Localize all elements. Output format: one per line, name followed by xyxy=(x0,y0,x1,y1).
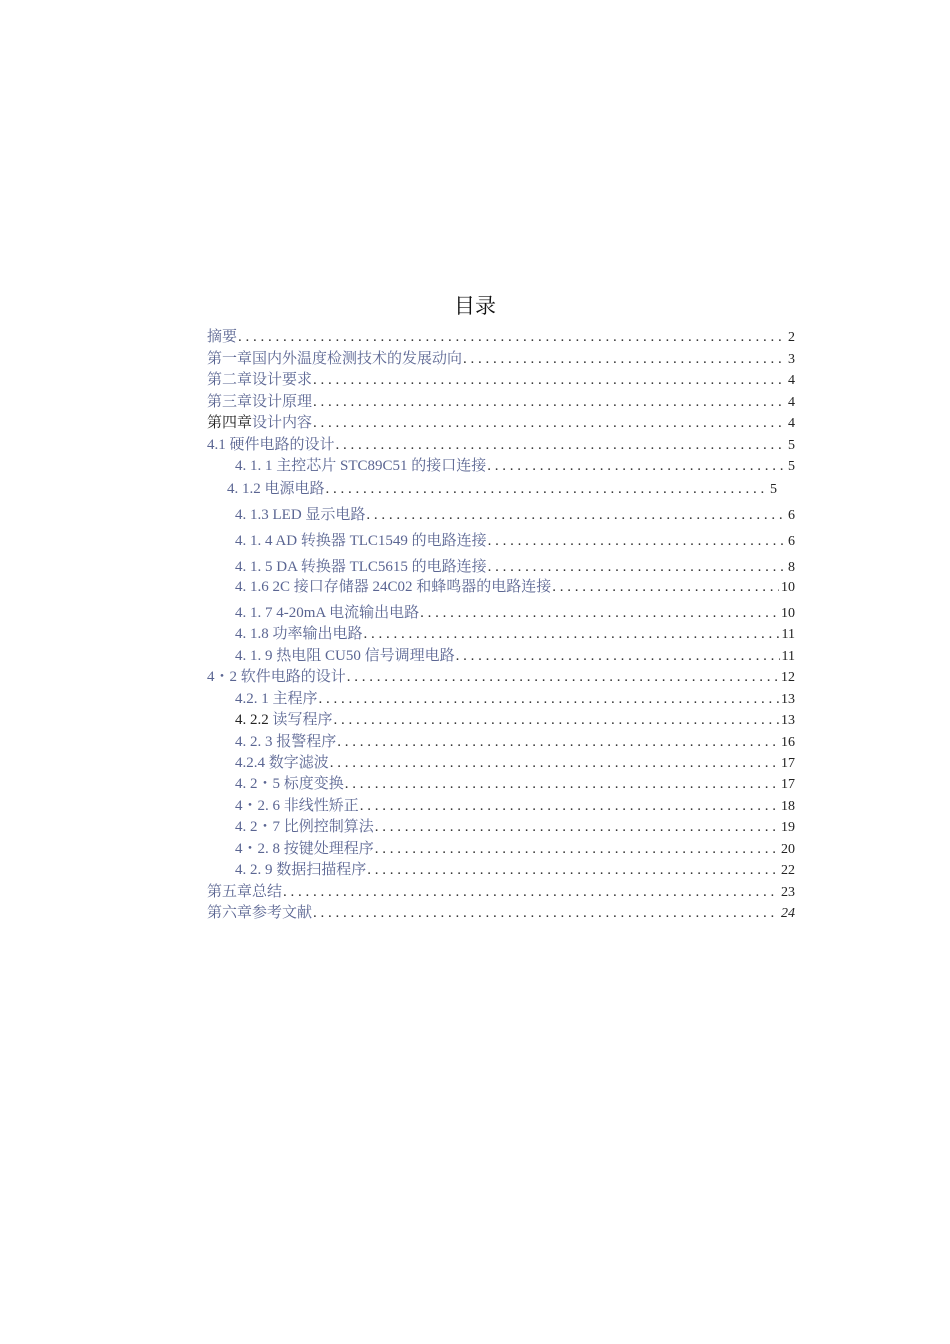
toc-leader-dots xyxy=(375,819,779,836)
toc-entry-page: 5 xyxy=(770,482,777,497)
toc-entry[interactable] xyxy=(235,858,795,880)
toc-leader-dots xyxy=(238,329,786,346)
toc-entry[interactable] xyxy=(235,730,795,752)
toc-entry-label: 第五章总结 xyxy=(207,884,283,900)
toc-entry-label: 4・2. 6 非线性矫正 xyxy=(235,798,359,814)
toc-entry[interactable] xyxy=(207,347,795,369)
toc-entry-label-prefix: 第四章 xyxy=(207,415,253,431)
toc-leader-dots xyxy=(337,734,779,751)
toc-entry-label: 4. 1. 9 热电阻 CU50 信号调理电路 xyxy=(235,648,455,664)
toc-entry-label: 4.1 硬件电路的设计 xyxy=(207,437,335,453)
toc-entry-page: 11 xyxy=(781,649,795,664)
toc-entry-page: 2 xyxy=(788,330,795,345)
toc-entry-page: 10 xyxy=(781,580,795,595)
toc-entry[interactable] xyxy=(207,901,795,923)
toc-entry-page: 24 xyxy=(781,906,795,921)
toc-entry-page: 10 xyxy=(781,606,795,621)
toc-entry[interactable] xyxy=(207,325,795,347)
toc-entry-page: 13 xyxy=(781,692,795,707)
toc-entry-label xyxy=(207,411,312,432)
toc-entry[interactable] xyxy=(235,555,795,577)
toc-entry-label: 摘要 xyxy=(207,329,238,345)
toc-entry-page: 17 xyxy=(781,756,795,771)
toc-entry-label: 4. 2. 3 报警程序 xyxy=(235,734,337,750)
toc-leader-dots xyxy=(313,372,786,389)
toc-entry-label: 4. 1. 7 4-20mA 电流输出电路 xyxy=(235,605,420,621)
toc-entry[interactable] xyxy=(207,665,795,687)
toc-leader-dots xyxy=(456,648,780,665)
toc-entry-label xyxy=(235,708,333,729)
toc-entry-page: 3 xyxy=(788,352,795,367)
toc-entry-page: 17 xyxy=(781,777,795,792)
toc-leader-dots xyxy=(319,691,779,708)
toc-leader-dots xyxy=(347,669,779,686)
toc-entry-label-text: 设计内容 xyxy=(252,415,313,431)
toc-entry-label: 4. 2・7 比例控制算法 xyxy=(235,819,374,835)
toc-entry-page: 8 xyxy=(788,560,795,575)
toc-entry-page: 19 xyxy=(781,820,795,835)
toc-leader-dots xyxy=(345,776,779,793)
toc-entry-page: 4 xyxy=(788,416,795,431)
toc-leader-dots xyxy=(334,712,779,729)
toc-leader-dots xyxy=(366,507,786,524)
toc-entry-page: 4 xyxy=(788,373,795,388)
toc-leader-dots xyxy=(488,559,786,576)
toc-entry-label-text: 读写程序 xyxy=(268,712,333,728)
toc-entry-page: 16 xyxy=(781,735,795,750)
toc-entry-label: 4. 2. 9 数据扫描程序 xyxy=(235,862,367,878)
toc-leader-dots xyxy=(463,351,786,368)
toc-entry-page: 5 xyxy=(788,459,795,474)
toc-entry-page: 11 xyxy=(781,627,795,642)
toc-entry-label: 4. 1. 4 AD 转换器 TLC1549 的电路连接 xyxy=(235,533,487,549)
toc-entry[interactable] xyxy=(235,815,795,837)
toc-leader-dots xyxy=(367,862,779,879)
toc-entry-label: 4. 1. 1 主控芯片 STC89C51 的接口连接 xyxy=(235,458,487,474)
toc-entry-label: 4・2 软件电路的设计 xyxy=(207,669,346,685)
toc-entry[interactable] xyxy=(235,772,795,794)
toc-entry-page: 4 xyxy=(788,395,795,410)
toc-title: 目录 xyxy=(454,294,496,318)
toc-entry[interactable] xyxy=(235,751,795,773)
toc-entry[interactable] xyxy=(235,454,795,476)
toc-leader-dots xyxy=(375,841,779,858)
toc-entry[interactable] xyxy=(235,644,795,666)
toc-leader-dots xyxy=(488,533,786,550)
toc-entry-label-prefix: 4. 2.2 xyxy=(235,712,269,728)
toc-leader-dots xyxy=(360,798,779,815)
toc-leader-dots xyxy=(313,415,786,432)
toc-entry-label: 4. 1. 5 DA 转换器 TLC5615 的电路连接 xyxy=(235,559,487,575)
toc-entry-label: 4.2. 1 主程序 xyxy=(235,691,318,707)
toc-entry[interactable] xyxy=(235,687,795,709)
toc-leader-dots xyxy=(364,626,780,643)
toc-leader-dots xyxy=(283,884,779,901)
toc-entry[interactable] xyxy=(235,503,795,525)
toc-entry[interactable] xyxy=(235,708,795,730)
toc-entry-page: 5 xyxy=(788,438,795,453)
toc-entry[interactable] xyxy=(227,477,777,499)
toc-entry-page: 23 xyxy=(781,885,795,900)
toc-entry-page: 6 xyxy=(788,534,795,549)
toc-leader-dots xyxy=(313,394,786,411)
toc-entry[interactable] xyxy=(207,411,795,433)
toc-leader-dots xyxy=(336,437,786,454)
toc-entry[interactable] xyxy=(235,794,795,816)
toc-entry-label: 第三章设计原理 xyxy=(207,394,313,410)
toc-leader-dots xyxy=(552,579,779,596)
toc-entry-label: 第六章参考文献 xyxy=(207,905,313,921)
toc-entry-page: 6 xyxy=(788,508,795,523)
toc-leader-dots xyxy=(487,458,786,475)
toc-entry[interactable] xyxy=(235,575,795,597)
toc-entry[interactable] xyxy=(207,368,795,390)
toc-entry-page: 22 xyxy=(781,863,795,878)
toc-entry-label: 4・2. 8 按键处理程序 xyxy=(235,841,374,857)
toc-entry-label: 4. 1.3 LED 显示电路 xyxy=(235,507,366,523)
toc-entry-page: 13 xyxy=(781,713,795,728)
toc-entry-label: 4. 1.8 功率输出电路 xyxy=(235,626,363,642)
toc-entry[interactable] xyxy=(235,622,795,644)
toc-entry-label: 4.2.4 数字滤波 xyxy=(235,755,329,771)
toc-entry[interactable] xyxy=(207,433,795,455)
toc-entry[interactable] xyxy=(235,529,795,551)
toc-entry-page: 20 xyxy=(781,842,795,857)
toc-leader-dots xyxy=(313,905,779,922)
toc-entry[interactable] xyxy=(207,880,795,902)
toc-leader-dots xyxy=(330,755,779,772)
toc-leader-dots xyxy=(420,605,779,622)
toc-entry-label: 4. 2・5 标度变换 xyxy=(235,776,344,792)
toc-entry[interactable] xyxy=(207,390,795,412)
toc-entry-label: 第一章国内外温度检测技术的发展动向 xyxy=(207,351,463,367)
toc-leader-dots xyxy=(326,481,768,498)
toc-entry-page: 18 xyxy=(781,799,795,814)
toc-entry-label: 第二章设计要求 xyxy=(207,372,313,388)
toc-entry-label: 4. 1.2 电源电路 xyxy=(227,481,325,497)
toc-entry[interactable] xyxy=(235,601,795,623)
toc-entry-page: 12 xyxy=(781,670,795,685)
toc-entry-label: 4. 1.6 2C 接口存储器 24C02 和蜂鸣器的电路连接 xyxy=(235,579,552,595)
toc-entry[interactable] xyxy=(235,837,795,859)
